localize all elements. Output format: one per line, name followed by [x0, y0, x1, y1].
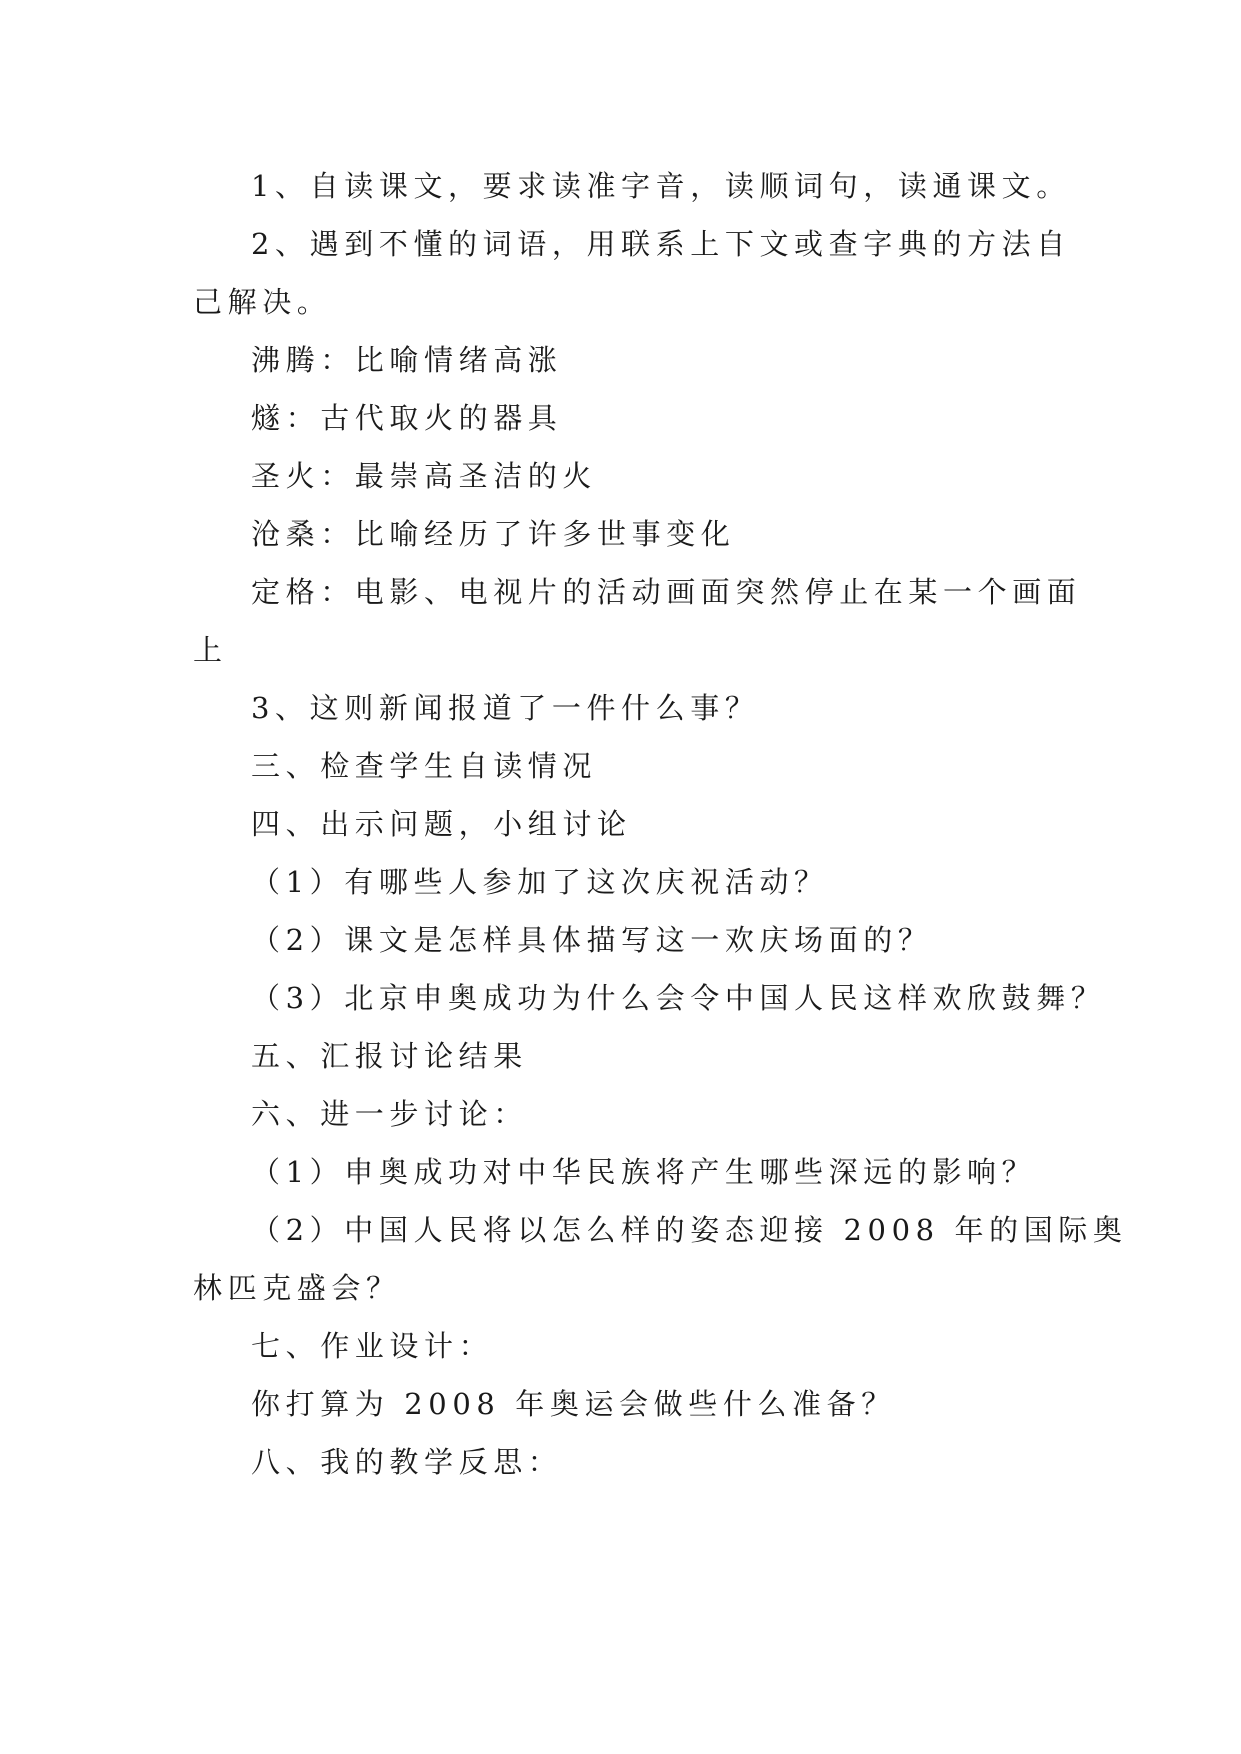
- vocabulary-item: 沧桑：比喻经历了许多世事变化: [251, 517, 736, 551]
- question-item: （2）课文是怎样具体描写这一欢庆场面的？: [251, 923, 933, 957]
- paragraph-line: 2、遇到不懂的词语，用联系上下文或查字典的方法自: [251, 227, 1071, 261]
- paragraph-line: 上: [193, 633, 228, 667]
- question-item: （2）中国人民将以怎么样的姿态迎接 2008 年的国际奥: [251, 1213, 1128, 1247]
- section-heading: 三、检查学生自读情况: [251, 749, 598, 783]
- question-item: （3）北京申奥成功为什么会令中国人民这样欢欣鼓舞？: [251, 981, 1106, 1015]
- vocabulary-item: 圣火：最崇高圣洁的火: [251, 459, 598, 493]
- paragraph-line: 你打算为 2008 年奥运会做些什么准备？: [251, 1387, 896, 1421]
- paragraph-line: 3、这则新闻报道了一件什么事？: [251, 691, 760, 725]
- vocabulary-item: 定格：电影、电视片的活动画面突然停止在某一个画面: [251, 575, 1082, 609]
- section-heading: 四、出示问题，小组讨论: [251, 807, 632, 841]
- section-heading: 八、我的教学反思：: [251, 1445, 563, 1479]
- section-heading: 五、汇报讨论结果: [251, 1039, 528, 1073]
- vocabulary-item: 沸腾：比喻情绪高涨: [251, 343, 563, 377]
- section-heading: 七、作业设计：: [251, 1329, 494, 1363]
- section-heading: 六、进一步讨论：: [251, 1097, 528, 1131]
- paragraph-line: 林匹克盛会？: [193, 1271, 401, 1305]
- question-item: （1）申奥成功对中华民族将产生哪些深远的影响？: [251, 1155, 1037, 1189]
- question-item: （1）有哪些人参加了这次庆祝活动？: [251, 865, 829, 899]
- paragraph-line: 己解决。: [193, 285, 332, 319]
- vocabulary-item: 燧：古代取火的器具: [251, 401, 563, 435]
- paragraph-line: 1、自读课文，要求读准字音，读顺词句，读通课文。: [251, 169, 1071, 203]
